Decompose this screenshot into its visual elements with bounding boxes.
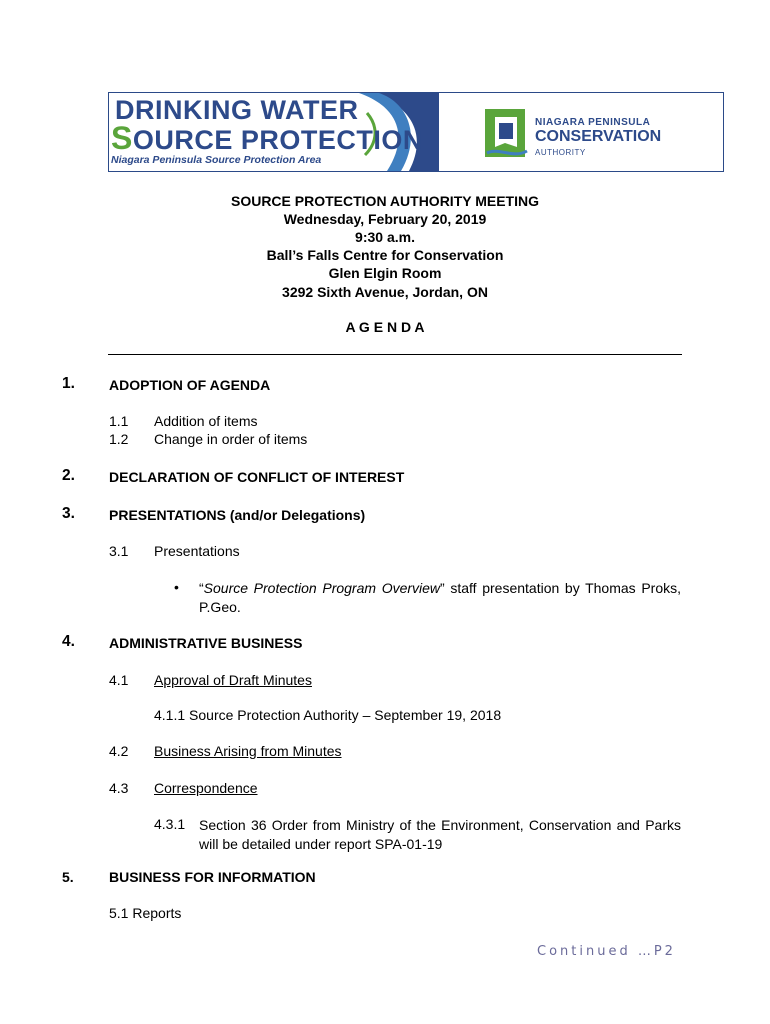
item-1-1-text: Addition of items [154, 413, 258, 429]
logo-line-source-protection: SOURCE PROTECTION [111, 120, 423, 156]
npca-leaf-icon [483, 107, 533, 163]
section-1-title: ADOPTION OF AGENDA [109, 377, 271, 393]
logo-line-area: Niagara Peninsula Source Protection Area [111, 154, 322, 166]
header-banner [108, 92, 724, 172]
logo-line-drinking-water: DRINKING WATER [115, 95, 359, 125]
item-4-1-text: Approval of Draft Minutes [154, 672, 312, 688]
npca-line3: AUTHORITY [535, 148, 586, 157]
meeting-title: SOURCE PROTECTION AUTHORITY MEETING [230, 193, 539, 209]
section-3-number: 3. [62, 505, 75, 522]
item-3-1-text: Presentations [154, 543, 240, 559]
presentation-bullet: “Source Protection Program Overview” staff presentation by Thomas Proks, P.Geo. [199, 580, 681, 615]
meeting-time: 9:30 a.m. [355, 229, 415, 245]
meeting-venue: Ball’s Falls Centre for Conservation [266, 247, 504, 263]
item-4-2-number: 4.2 [109, 743, 129, 759]
section-2-number: 2. [62, 467, 75, 484]
item-4-3-1-number: 4.3.1 [154, 816, 186, 832]
item-4-1-number: 4.1 [109, 672, 129, 688]
item-1-2-number: 1.2 [109, 431, 129, 447]
npca-logo [481, 101, 721, 165]
item-4-3-number: 4.3 [109, 780, 129, 796]
drinking-water-logo [109, 93, 439, 171]
item-4-3-1-text: Section 36 Order from Ministry of the Environment, Conservation and Parks will be detailed under report SPA-01-19 [199, 817, 681, 852]
npca-line1: NIAGARA PENINSULA [535, 117, 651, 128]
meeting-address: 3292 Sixth Avenue, Jordan, ON [282, 284, 488, 300]
section-5-title: BUSINESS FOR INFORMATION [109, 869, 316, 885]
npca-line2: CONSERVATION [535, 128, 662, 145]
item-4-2-text: Business Arising from Minutes [154, 743, 342, 759]
section-1-number: 1. [62, 375, 75, 392]
item-1-2-text: Change in order of items [154, 431, 308, 447]
section-4-title: ADMINISTRATIVE BUSINESS [109, 635, 303, 651]
divider [108, 354, 682, 355]
item-4-1-1: 4.1.1 Source Protection Authority – September 19, 2018 [154, 707, 502, 723]
continued-note: Continued …P2 [537, 944, 676, 959]
item-1-1-number: 1.1 [109, 413, 129, 429]
item-4-3-text: Correspondence [154, 780, 258, 796]
agenda-heading: A G E N D A [345, 319, 425, 335]
item-3-1-number: 3.1 [109, 543, 129, 559]
section-5-number: 5. [62, 869, 74, 885]
item-5-1: 5.1 Reports [109, 905, 182, 921]
section-3-title: PRESENTATIONS (and/or Delegations) [109, 507, 366, 523]
section-2-title: DECLARATION OF CONFLICT OF INTEREST [109, 469, 405, 485]
meeting-room: Glen Elgin Room [328, 265, 442, 281]
bullet-icon: • [174, 579, 179, 595]
meeting-date: Wednesday, February 20, 2019 [283, 211, 487, 227]
section-4-number: 4. [62, 633, 75, 650]
